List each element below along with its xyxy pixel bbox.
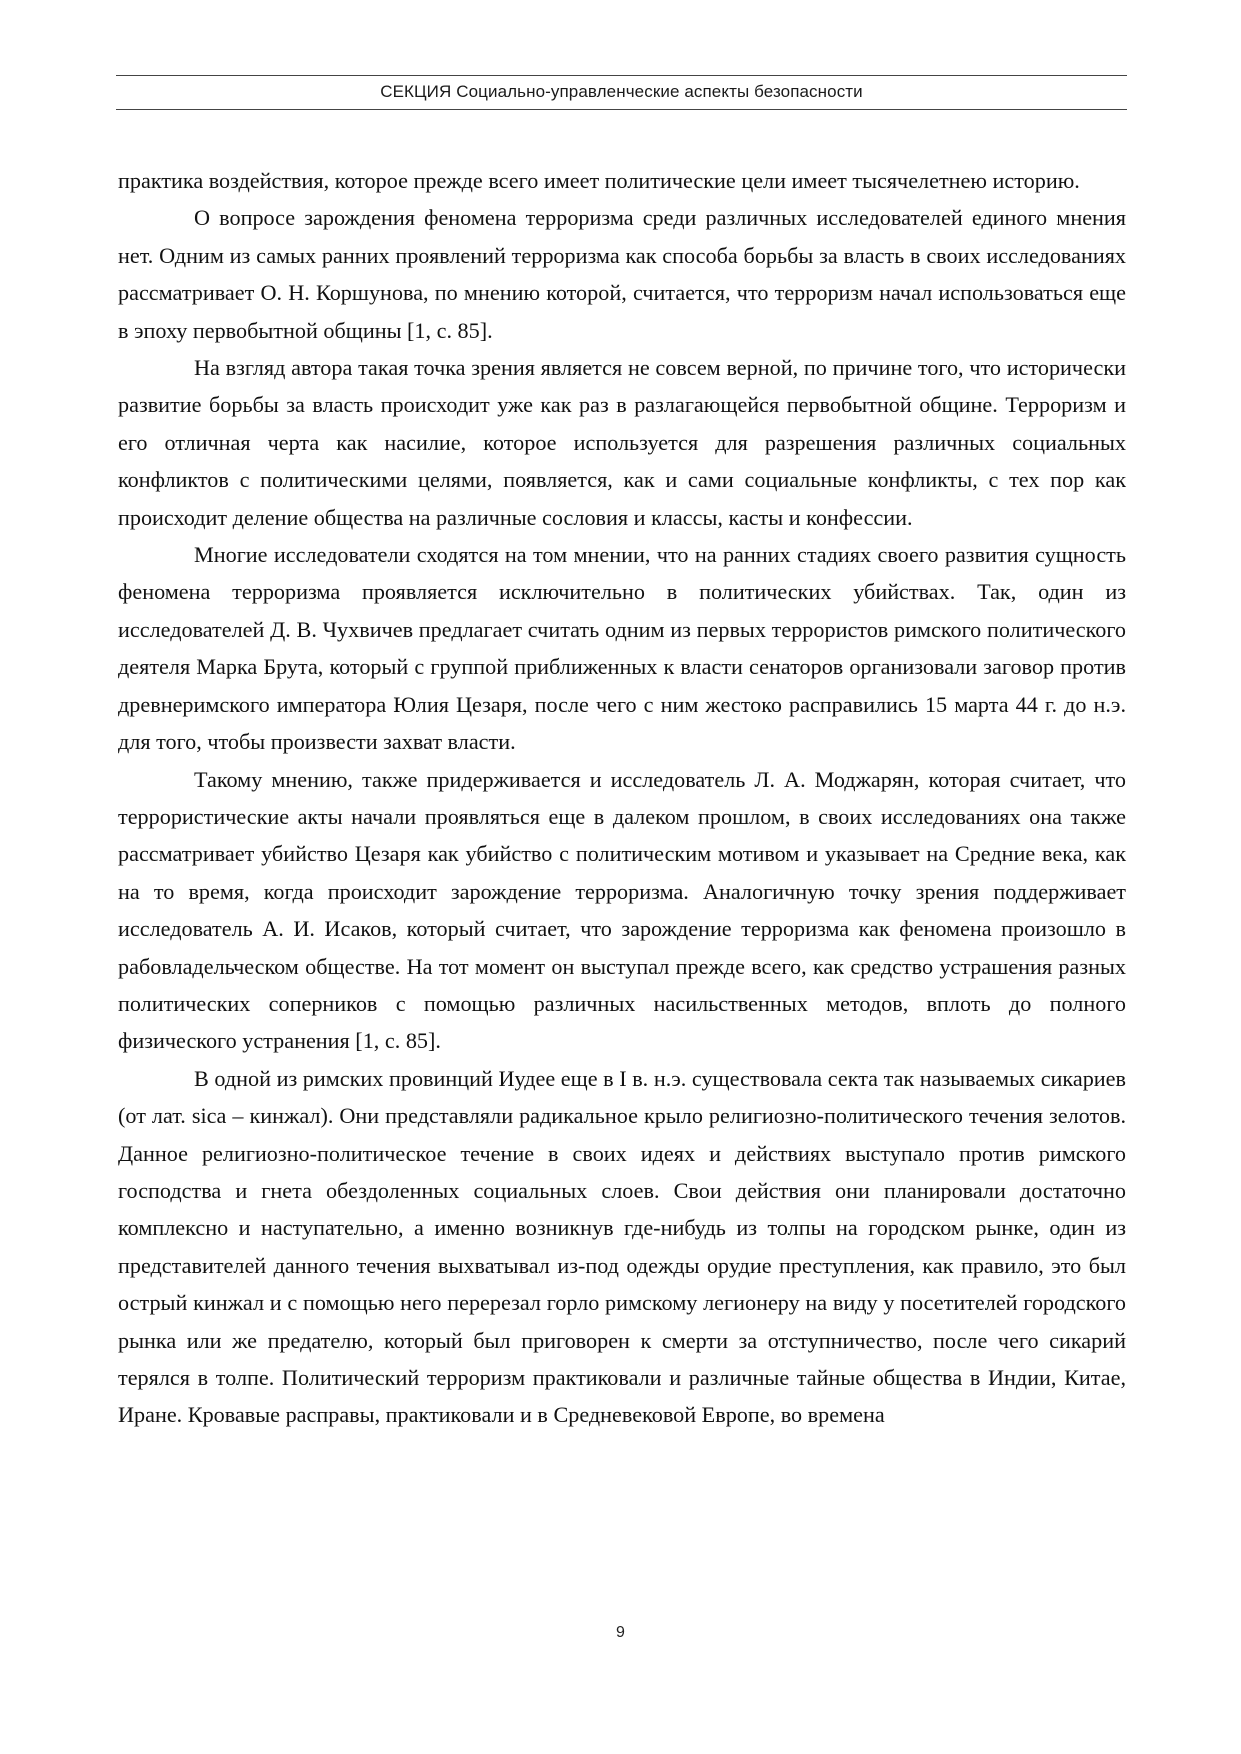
paragraph: О вопросе зарождения феномена терроризма среди различных исследователей единого мнения нет. Одним из самых ранних проявлений терроризма как способа борьбы за власть в своих исследованиях рассматривает О. Н. Коршунова, по мнению которой, считается, что терроризм начал использоваться еще в эпоху первобытной общины [1, с. 85]. bbox=[118, 205, 1126, 343]
paragraph: Такому мнению, также придерживается и исследователь Л. А. Моджарян, которая считает, что террористические акты начали проявляться еще в далеком прошлом, в своих исследованиях она также рассматривает убийство Цезаря как убийство с политическим мотивом и указывает на Средние века, как на то время, когда происходит зарождение терроризма. Аналогичную точку зрения поддерживает исследователь А. И. Исаков, который считает, что зарождение терроризма как феномена произошло в рабовладельческом обществе. На тот момент он выступал прежде всего, как средство устрашения разных политических соперников с помощью различных насильственных методов, вплоть до полного физического устранения [1, с. 85]. bbox=[118, 766, 1126, 1054]
running-header bbox=[116, 75, 1127, 110]
paragraph: Многие исследователи сходятся на том мнении, что на ранних стадиях своего развития сущность феномена терроризма проявляется исключительно в политических убийствах. Так, один из исследователей Д. В. Чухвичев предлагает считать одним из первых террористов римского политического деятеля Марка Брута, который с группой приближенных к власти сенаторов организовали заговор против древнеримского императора Юлия Цезаря, после чего с ним жестоко расправились 15 марта 44 г. до н.э. для того, чтобы произвести захват власти. bbox=[118, 542, 1126, 755]
body-text bbox=[118, 162, 1126, 1434]
section-title: СЕКЦИЯ Социально-управленческие аспекты безопасности bbox=[380, 82, 863, 101]
page-number: 9 bbox=[616, 1624, 625, 1641]
paragraph: В одной из римских провинций Иудее еще в I в. н.э. существовала секта так называемых сикариев (от лат. sica – кинжал). Они представляли радикальное крыло религиозно-политического течения зелотов. Данное религиозно-политическое течение в своих идеях и действиях выступало против римского господства и гнета обездоленных социальных слоев. Свои действия они планировали достаточно комплексно и наступательно, а именно возникнув где-нибудь из толпы на городском рынке, один из представителей данного течения выхватывал из-под одежды орудие преступления, как правило, это был острый кинжал и с помощью него перерезал горло римскому легионеру на виду у посетителей городского рынка или же предателю, который был приговорен к смерти за отступничество, после чего сикарий терялся в толпе. Политический терроризм практиковали и различные тайные общества в Индии, Китае, Иране. Кровавые расправы, практиковали и в Средневековой Европе, во времена bbox=[118, 1065, 1126, 1428]
paragraph: На взгляд автора такая точка зрения является не совсем верной, по причине того, что исторически развитие борьбы за власть происходит уже как раз в разлагающейся первобытной общине. Терроризм и его отличная черта как насилие, которое используется для разрешения различных социальных конфликтов с политическими целями, появляется, как и сами социальные конфликты, с тех пор как происходит деление общества на различные сословия и классы, касты и конфессии. bbox=[118, 355, 1126, 530]
paragraph: практика воздействия, которое прежде всего имеет политические цели имеет тысячелетнею историю. bbox=[118, 168, 1080, 193]
